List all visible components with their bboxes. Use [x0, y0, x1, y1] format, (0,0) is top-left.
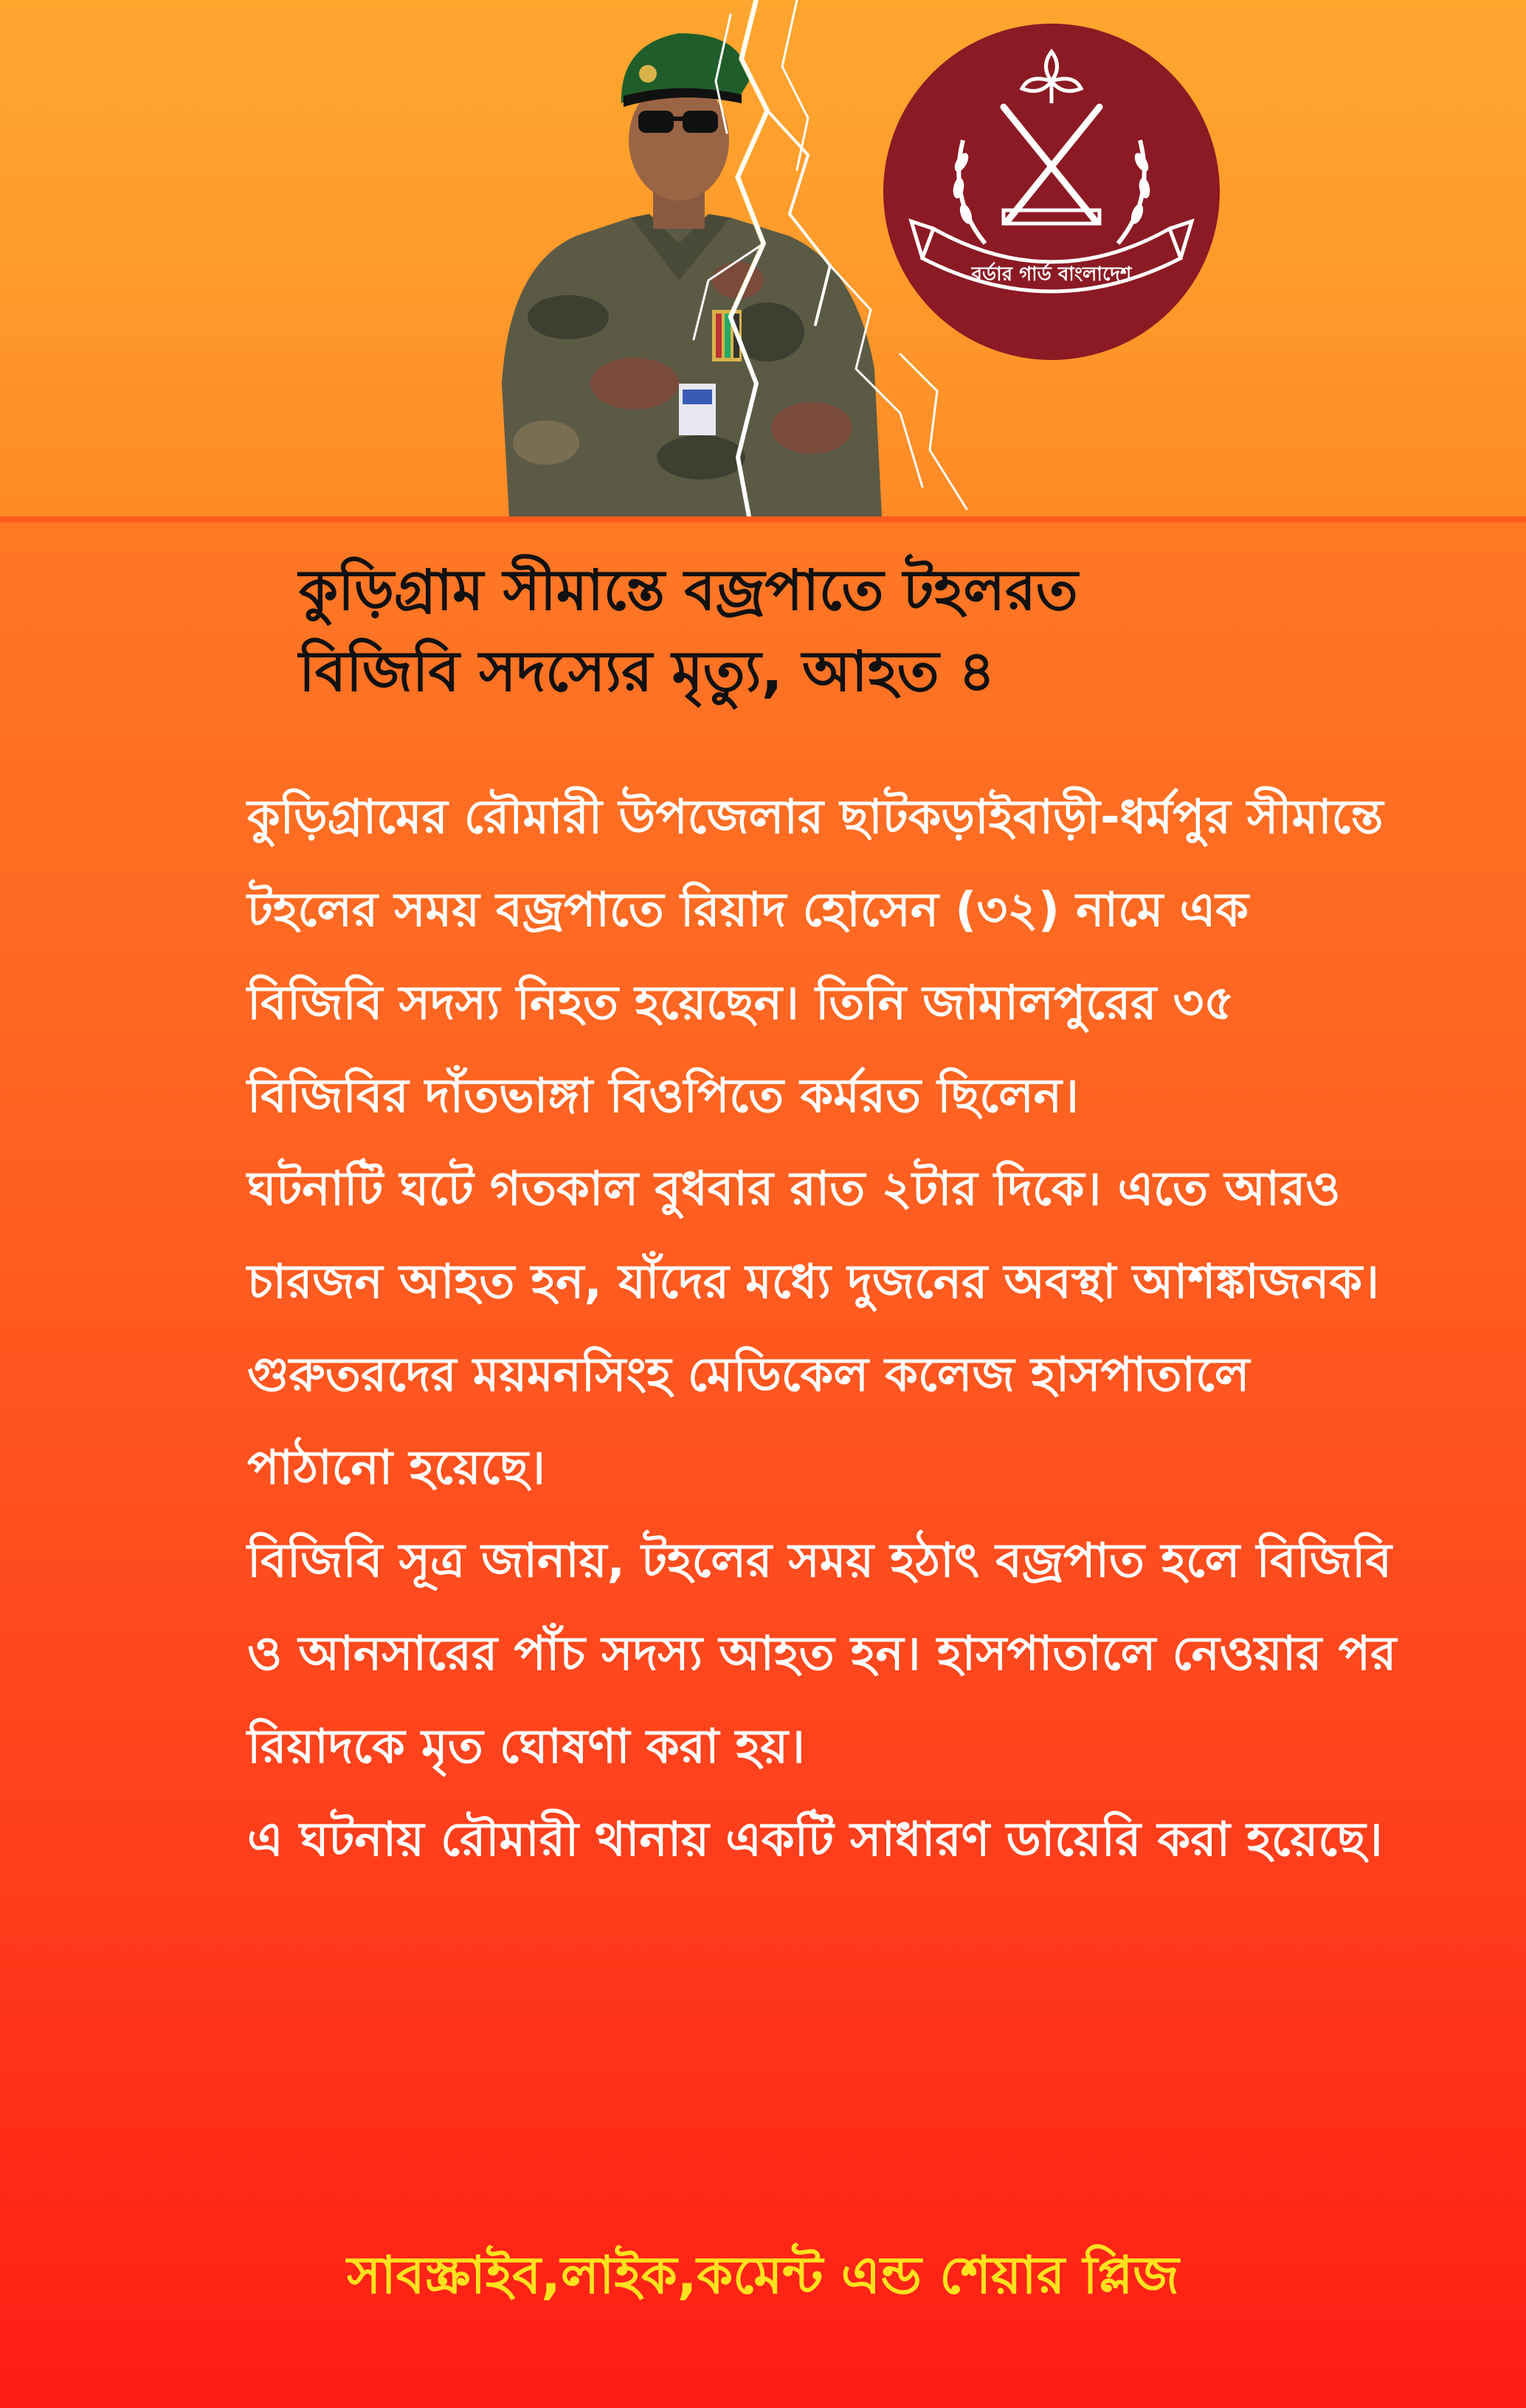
headline	[299, 550, 1332, 712]
banner-divider	[0, 516, 1526, 522]
paragraph-3: বিজিবি সূত্র জানায়, টহলের সময় হঠাৎ বজ্রপাত হলে বিজিবি ও আনসারের পাঁচ সদস্য আহত হন। হাসপাতালে নেওয়ার পর রিয়াদকে মৃত ঘোষণা করা হয়।	[247, 1534, 1397, 1774]
call-to-action: সাবস্ক্রাইব,লাইক,কমেন্ট এন্ড শেয়ার প্লিজ	[347, 2245, 1179, 2305]
headline-line-1: কুড়িগ্রাম সীমান্তে বজ্রপাতে টহলরত	[299, 557, 1078, 623]
article-body	[247, 771, 1398, 1886]
bgb-emblem	[882, 22, 1221, 361]
paragraph-2: ঘটনাটি ঘটে গতকাল বুধবার রাত ২টার দিকে। এতে আরও চারজন আহত হন, যাঁদের মধ্যে দুজনের অবস্থা আশঙ্কাজনক। গুরুতরদের ময়মনসিংহ মেডিকেল কলেজ হাসপাতালে পাঠানো হয়েছে।	[247, 1162, 1380, 1495]
emblem-text: বর্ডার গার্ড বাংলাদেশ	[971, 263, 1132, 286]
paragraph-1: কুড়িগ্রামের রৌমারী উপজেলার ছাটকড়াইবাড়ী-ধর্মপুর সীমান্তে টহলের সময় বজ্রপাতে রিয়াদ হোসেন (৩২) নামে এক বিজিবি সদস্য নিহত হয়েছেন। তিনি জামালপুরের ৩৫ বিজিবির দাঁতভাঙ্গা বিওপিতে কর্মরত ছিলেন।	[247, 790, 1384, 1124]
headline-line-2: বিজিবি সদস্যের মৃত্যু, আহত ৪	[299, 638, 995, 705]
paragraph-4: এ ঘটনায় রৌমারী থানায় একটি সাধারণ ডায়েরি করা হয়েছে।	[247, 1813, 1383, 1867]
